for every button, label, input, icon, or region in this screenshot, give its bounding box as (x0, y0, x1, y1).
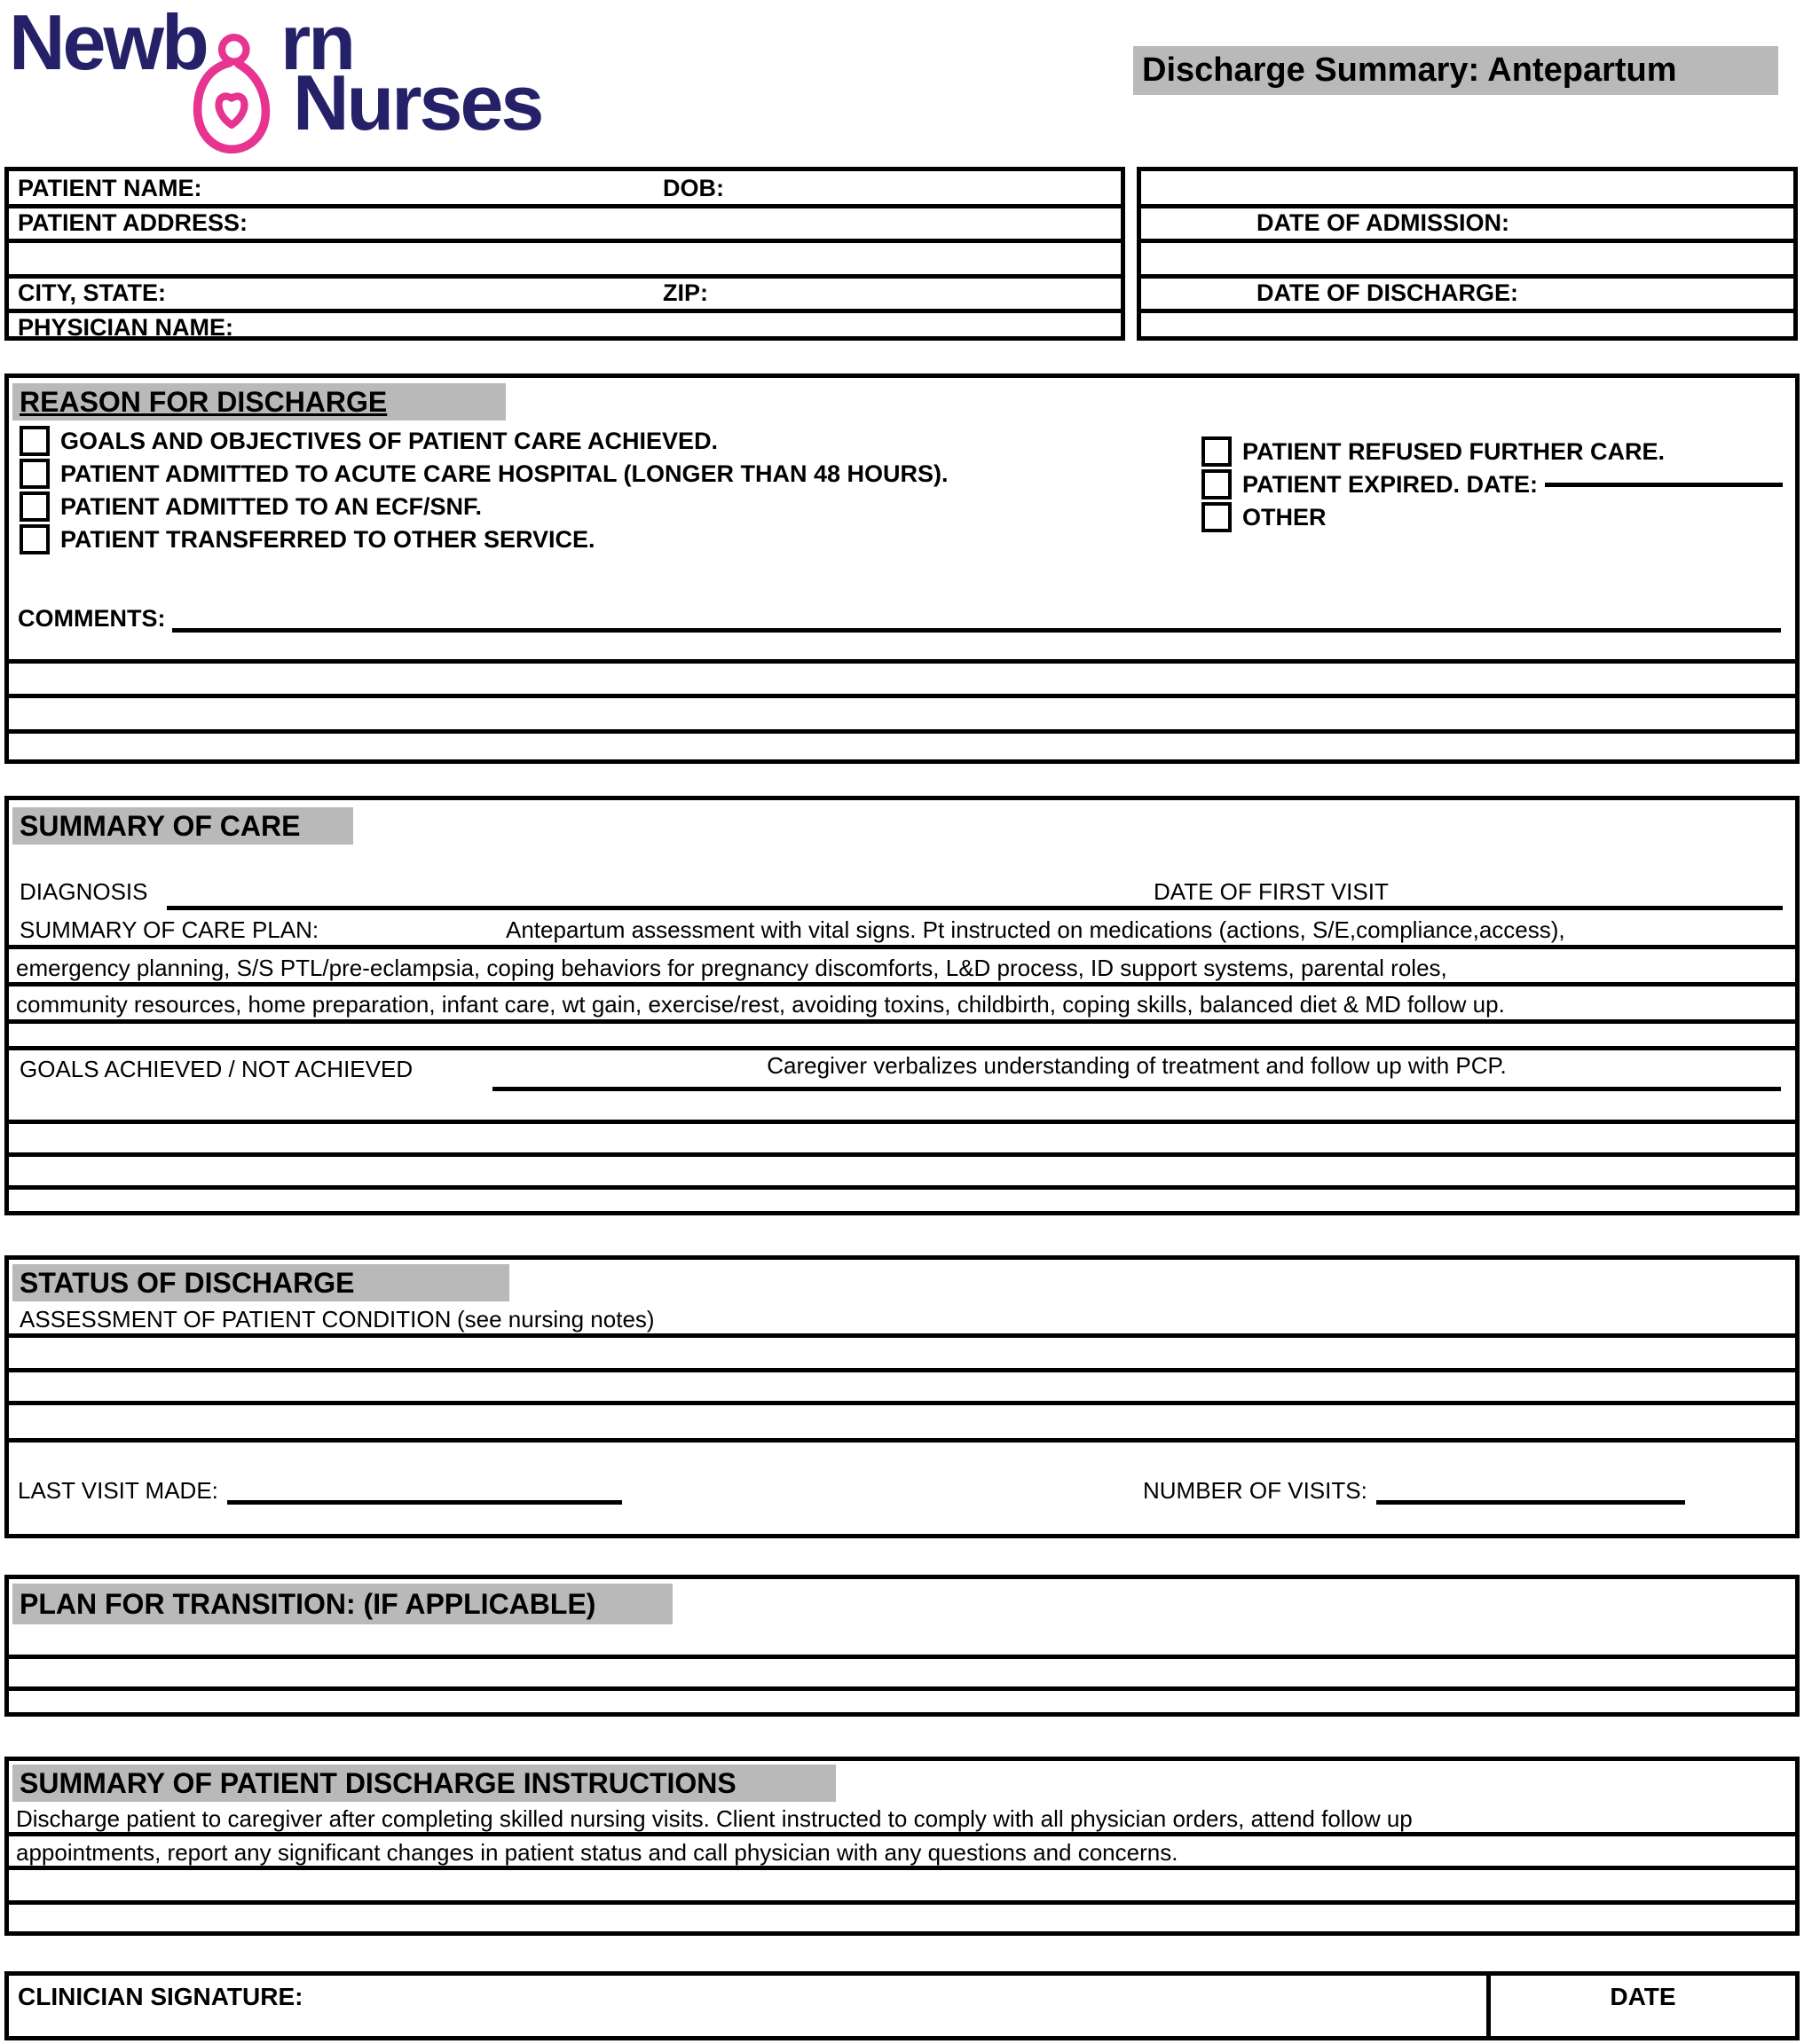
comments-label: COMMENTS: (18, 605, 166, 632)
reason-option-label: PATIENT ADMITTED TO ACUTE CARE HOSPITAL (LONGER THAN 48 HOURS). (60, 460, 949, 487)
goals-achieved-label: GOALS ACHIEVED / NOT ACHIEVED (20, 1056, 414, 1082)
checkbox-icon[interactable] (1201, 502, 1232, 532)
reason-option-label: PATIENT EXPIRED. DATE: (1242, 470, 1539, 498)
row-divider (9, 204, 1121, 208)
city-state-label: CITY, STATE: (18, 279, 166, 306)
page-title: Discharge Summary: Antepartum (1133, 46, 1778, 95)
blank-line[interactable] (9, 694, 1795, 698)
signature-section (4, 1971, 1800, 2040)
assessment-value: (see nursing notes) (457, 1306, 655, 1333)
checkbox-icon[interactable] (1201, 469, 1232, 499)
reason-option-label: PATIENT REFUSED FURTHER CARE. (1242, 437, 1666, 465)
reason-option-ecf-snf (20, 490, 482, 523)
reason-option-expired (1201, 468, 1783, 501)
comments-row (18, 601, 1781, 633)
number-of-visits-label: NUMBER OF VISITS: (1143, 1477, 1367, 1504)
reason-option-label: OTHER (1242, 503, 1327, 531)
reason-option-label: GOALS AND OBJECTIVES OF PATIENT CARE ACHIEVED. (60, 427, 719, 454)
diagnosis-label: DIAGNOSIS (20, 878, 148, 905)
assessment-label: ASSESSMENT OF PATIENT CONDITION (20, 1306, 452, 1333)
goals-achieved-value: Caregiver verbalizes understanding of treatment and follow up with PCP. (492, 1052, 1781, 1091)
patient-name-label: PATIENT NAME: (18, 175, 202, 201)
row-divider (9, 1019, 1795, 1024)
plan-for-transition-heading: PLAN FOR TRANSITION: (IF APPLICABLE) (12, 1584, 673, 1624)
row-divider (9, 309, 1121, 313)
date-of-discharge-label: DATE OF DISCHARGE: (1256, 279, 1518, 306)
reason-for-discharge-section (4, 373, 1800, 764)
summary-of-care-heading: SUMMARY OF CARE (12, 807, 353, 845)
reason-option-transferred (20, 523, 595, 556)
blank-line[interactable] (9, 1655, 1795, 1659)
row-divider (9, 982, 1795, 987)
last-visit-row (18, 1473, 622, 1505)
checkbox-icon[interactable] (20, 491, 50, 522)
blank-line[interactable] (9, 1185, 1795, 1190)
blank-line[interactable] (9, 1900, 1795, 1905)
discharge-instructions-heading: SUMMARY OF PATIENT DISCHARGE INSTRUCTIONS (12, 1765, 836, 1802)
dob-label: DOB: (663, 175, 724, 201)
reason-option-refused-care (1201, 435, 1783, 468)
instructions-line2: appointments, report any significant changes in patient status and call physician with any questions and concerns. (16, 1839, 1178, 1866)
checkbox-icon[interactable] (20, 426, 50, 456)
patient-info-table (4, 167, 1125, 341)
zip-label: ZIP: (663, 279, 708, 306)
number-of-visits-field[interactable] (1376, 1500, 1685, 1505)
date-label: DATE (1610, 1983, 1676, 2010)
last-visit-field[interactable] (227, 1500, 622, 1505)
summary-of-care-section (4, 796, 1800, 1215)
plan-for-transition-section (4, 1575, 1800, 1717)
reason-option-acute-care (20, 457, 949, 491)
expired-date-field[interactable] (1545, 483, 1783, 487)
instructions-line1: Discharge patient to caregiver after completing skilled nursing visits. Client instructed to comply with all physician orders, attend follow up (16, 1805, 1413, 1832)
blank-line[interactable] (9, 1120, 1795, 1124)
mother-baby-icon (189, 34, 274, 158)
clinician-signature-field[interactable] (293, 1976, 1482, 2036)
blank-line[interactable] (9, 1368, 1795, 1372)
row-divider (9, 945, 1795, 949)
date-of-first-visit-label: DATE OF FIRST VISIT (1154, 878, 1389, 905)
status-of-discharge-heading: STATUS OF DISCHARGE (12, 1264, 509, 1301)
reason-for-discharge-heading: REASON FOR DISCHARGE (12, 383, 506, 421)
row-divider (1141, 204, 1793, 208)
logo-text-rn: rn (280, 0, 353, 86)
patient-name-field[interactable] (213, 171, 657, 204)
row-divider (9, 1438, 1795, 1443)
number-of-visits-row (1143, 1473, 1685, 1505)
row-divider (9, 1046, 1795, 1050)
row-divider (9, 1333, 1795, 1338)
last-visit-label: LAST VISIT MADE: (18, 1477, 218, 1504)
admission-dates-table (1137, 167, 1798, 341)
care-plan-label: SUMMARY OF CARE PLAN: (20, 916, 319, 943)
clinician-signature-label: CLINICIAN SIGNATURE: (18, 1983, 303, 2010)
blank-line[interactable] (9, 1152, 1795, 1157)
comments-field[interactable] (172, 628, 1781, 633)
checkbox-icon[interactable] (20, 459, 50, 489)
newborn-nurses-logo (0, 0, 621, 169)
date-of-admission-label: DATE OF ADMISSION: (1256, 209, 1509, 236)
row-divider (1141, 309, 1793, 313)
row-divider (9, 1832, 1795, 1836)
logo-text-nurses: Nurses (293, 59, 542, 146)
row-divider (1141, 274, 1793, 279)
checkbox-icon[interactable] (20, 524, 50, 554)
reason-option-other (1201, 500, 1327, 534)
care-plan-line2: emergency planning, S/S PTL/pre-eclampsia, coping behaviors for pregnancy discomforts, L&D process, ID support systems, parental roles, (16, 955, 1447, 981)
blank-line[interactable] (9, 1401, 1795, 1405)
row-divider (9, 239, 1121, 243)
discharge-instructions-section (4, 1757, 1800, 1936)
care-plan-line1: Antepartum assessment with vital signs. Pt instructed on medications (actions, S/E,compliance,access), (506, 916, 1565, 943)
blank-line[interactable] (9, 729, 1795, 734)
patient-address-label: PATIENT ADDRESS: (18, 209, 248, 236)
blank-line[interactable] (9, 1686, 1795, 1691)
diagnosis-field[interactable] (167, 906, 1783, 910)
reason-option-label: PATIENT TRANSFERRED TO OTHER SERVICE. (60, 525, 595, 553)
row-divider (1141, 239, 1793, 243)
row-divider (9, 274, 1121, 279)
care-plan-line3: community resources, home preparation, infant care, wt gain, exercise/rest, avoiding toxins, childbirth, coping skills, balanced diet & MD follow up. (16, 991, 1505, 1018)
status-of-discharge-section (4, 1255, 1800, 1538)
physician-name-label: PHYSICIAN NAME: (18, 314, 234, 341)
logo-text-newb: Newb (9, 0, 207, 86)
blank-line[interactable] (9, 659, 1795, 664)
reason-option-goals-achieved (20, 424, 718, 458)
blank-line[interactable] (9, 1866, 1795, 1870)
reason-option-label: PATIENT ADMITTED TO AN ECF/SNF. (60, 492, 482, 520)
signature-date-field[interactable] (1491, 2011, 1795, 2036)
checkbox-icon[interactable] (1201, 436, 1232, 467)
